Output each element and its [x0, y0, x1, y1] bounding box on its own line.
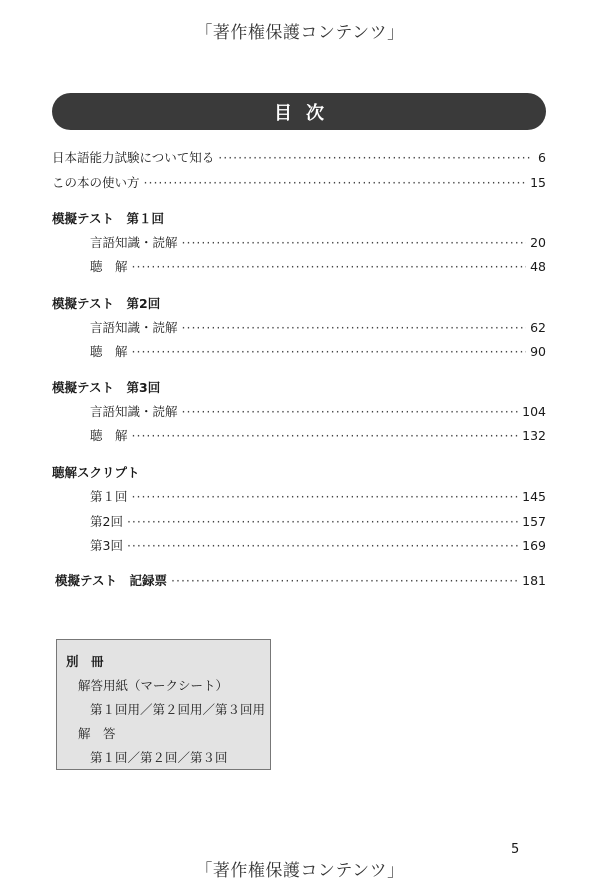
toc-entry-page: 132 — [522, 428, 546, 443]
section-heading-test-1: 模擬テスト 第１回 — [52, 211, 165, 226]
toc-entry-label: 第１回 — [90, 489, 128, 504]
toc-entry-label: 第3回 — [90, 538, 123, 553]
toc-title-bar — [52, 93, 546, 130]
dot-leader — [132, 259, 527, 274]
toc-entry-script-2[interactable] — [90, 512, 546, 530]
toc-entry-test3-listening[interactable] — [90, 426, 546, 444]
supplement-answer-sheet-parts: 第１回用／第２回用／第３回用 — [90, 702, 266, 717]
supplement-answers-parts: 第１回／第２回／第３回 — [90, 750, 228, 765]
toc-entry-label: 聴 解 — [90, 259, 128, 274]
toc-entry-page: 157 — [522, 514, 546, 529]
supplement-answer-sheet: 解答用紙（マークシート） — [78, 678, 229, 693]
dot-leader — [132, 344, 527, 359]
toc-entry-page: 20 — [530, 235, 546, 250]
dot-leader — [127, 538, 518, 553]
section-heading-test-3: 模擬テスト 第3回 — [52, 380, 161, 395]
dot-leader — [182, 235, 527, 250]
dot-leader — [132, 428, 519, 443]
toc-entry-page: 90 — [530, 344, 546, 359]
toc-entry-script-1[interactable] — [90, 487, 546, 505]
toc-entry-page: 62 — [530, 320, 546, 335]
toc-entry-record-sheet[interactable] — [55, 571, 546, 589]
page-number: 5 — [511, 842, 520, 857]
toc-entry-test1-listening[interactable] — [90, 257, 546, 275]
toc-entry-test1-reading[interactable] — [90, 233, 546, 251]
toc-entry-label: 言語知識・読解 — [90, 235, 178, 250]
dot-leader — [182, 320, 527, 335]
toc-entry-page: 104 — [522, 404, 546, 419]
toc-entry-test2-reading[interactable] — [90, 318, 546, 336]
toc-entry-page: 15 — [530, 175, 546, 190]
section-heading-listening-scripts: 聴解スクリプト — [52, 465, 140, 480]
dot-leader — [218, 150, 530, 165]
toc-entry-label: 聴 解 — [90, 428, 128, 443]
section-heading-test-2: 模擬テスト 第2回 — [52, 296, 161, 311]
toc-entry-label: 言語知識・読解 — [90, 320, 178, 335]
supplement-heading: 別 冊 — [66, 654, 104, 669]
dot-leader — [144, 175, 527, 190]
toc-entry-about-jlpt[interactable] — [52, 148, 546, 166]
toc-entry-label: 日本語能力試験について知る — [52, 150, 215, 165]
dot-leader — [182, 404, 519, 419]
toc-entry-script-3[interactable] — [90, 536, 546, 554]
watermark-top: 「著作権保護コンテンツ」 — [195, 23, 405, 43]
supplement-answers: 解 答 — [78, 726, 116, 741]
toc-entry-page: 169 — [522, 538, 546, 553]
toc-entry-page: 181 — [522, 573, 546, 588]
toc-entry-page: 145 — [522, 489, 546, 504]
toc-entry-label: 言語知識・読解 — [90, 404, 178, 419]
dot-leader — [127, 514, 518, 529]
toc-entry-test3-reading[interactable] — [90, 402, 546, 420]
toc-entry-label: この本の使い方 — [52, 175, 140, 190]
toc-entry-page: 6 — [538, 150, 546, 165]
supplement-box — [56, 639, 271, 770]
toc-entry-label: 聴 解 — [90, 344, 128, 359]
toc-title: 目次 — [274, 102, 338, 124]
toc-entry-test2-listening[interactable] — [90, 342, 546, 360]
toc-entry-label: 第2回 — [90, 514, 123, 529]
watermark-bottom: 「著作権保護コンテンツ」 — [195, 861, 405, 881]
toc-entry-label: 模擬テスト 記録票 — [55, 573, 168, 588]
dot-leader — [171, 573, 518, 588]
toc-entry-how-to-use[interactable] — [52, 173, 546, 191]
dot-leader — [132, 489, 519, 504]
toc-entry-page: 48 — [530, 259, 546, 274]
